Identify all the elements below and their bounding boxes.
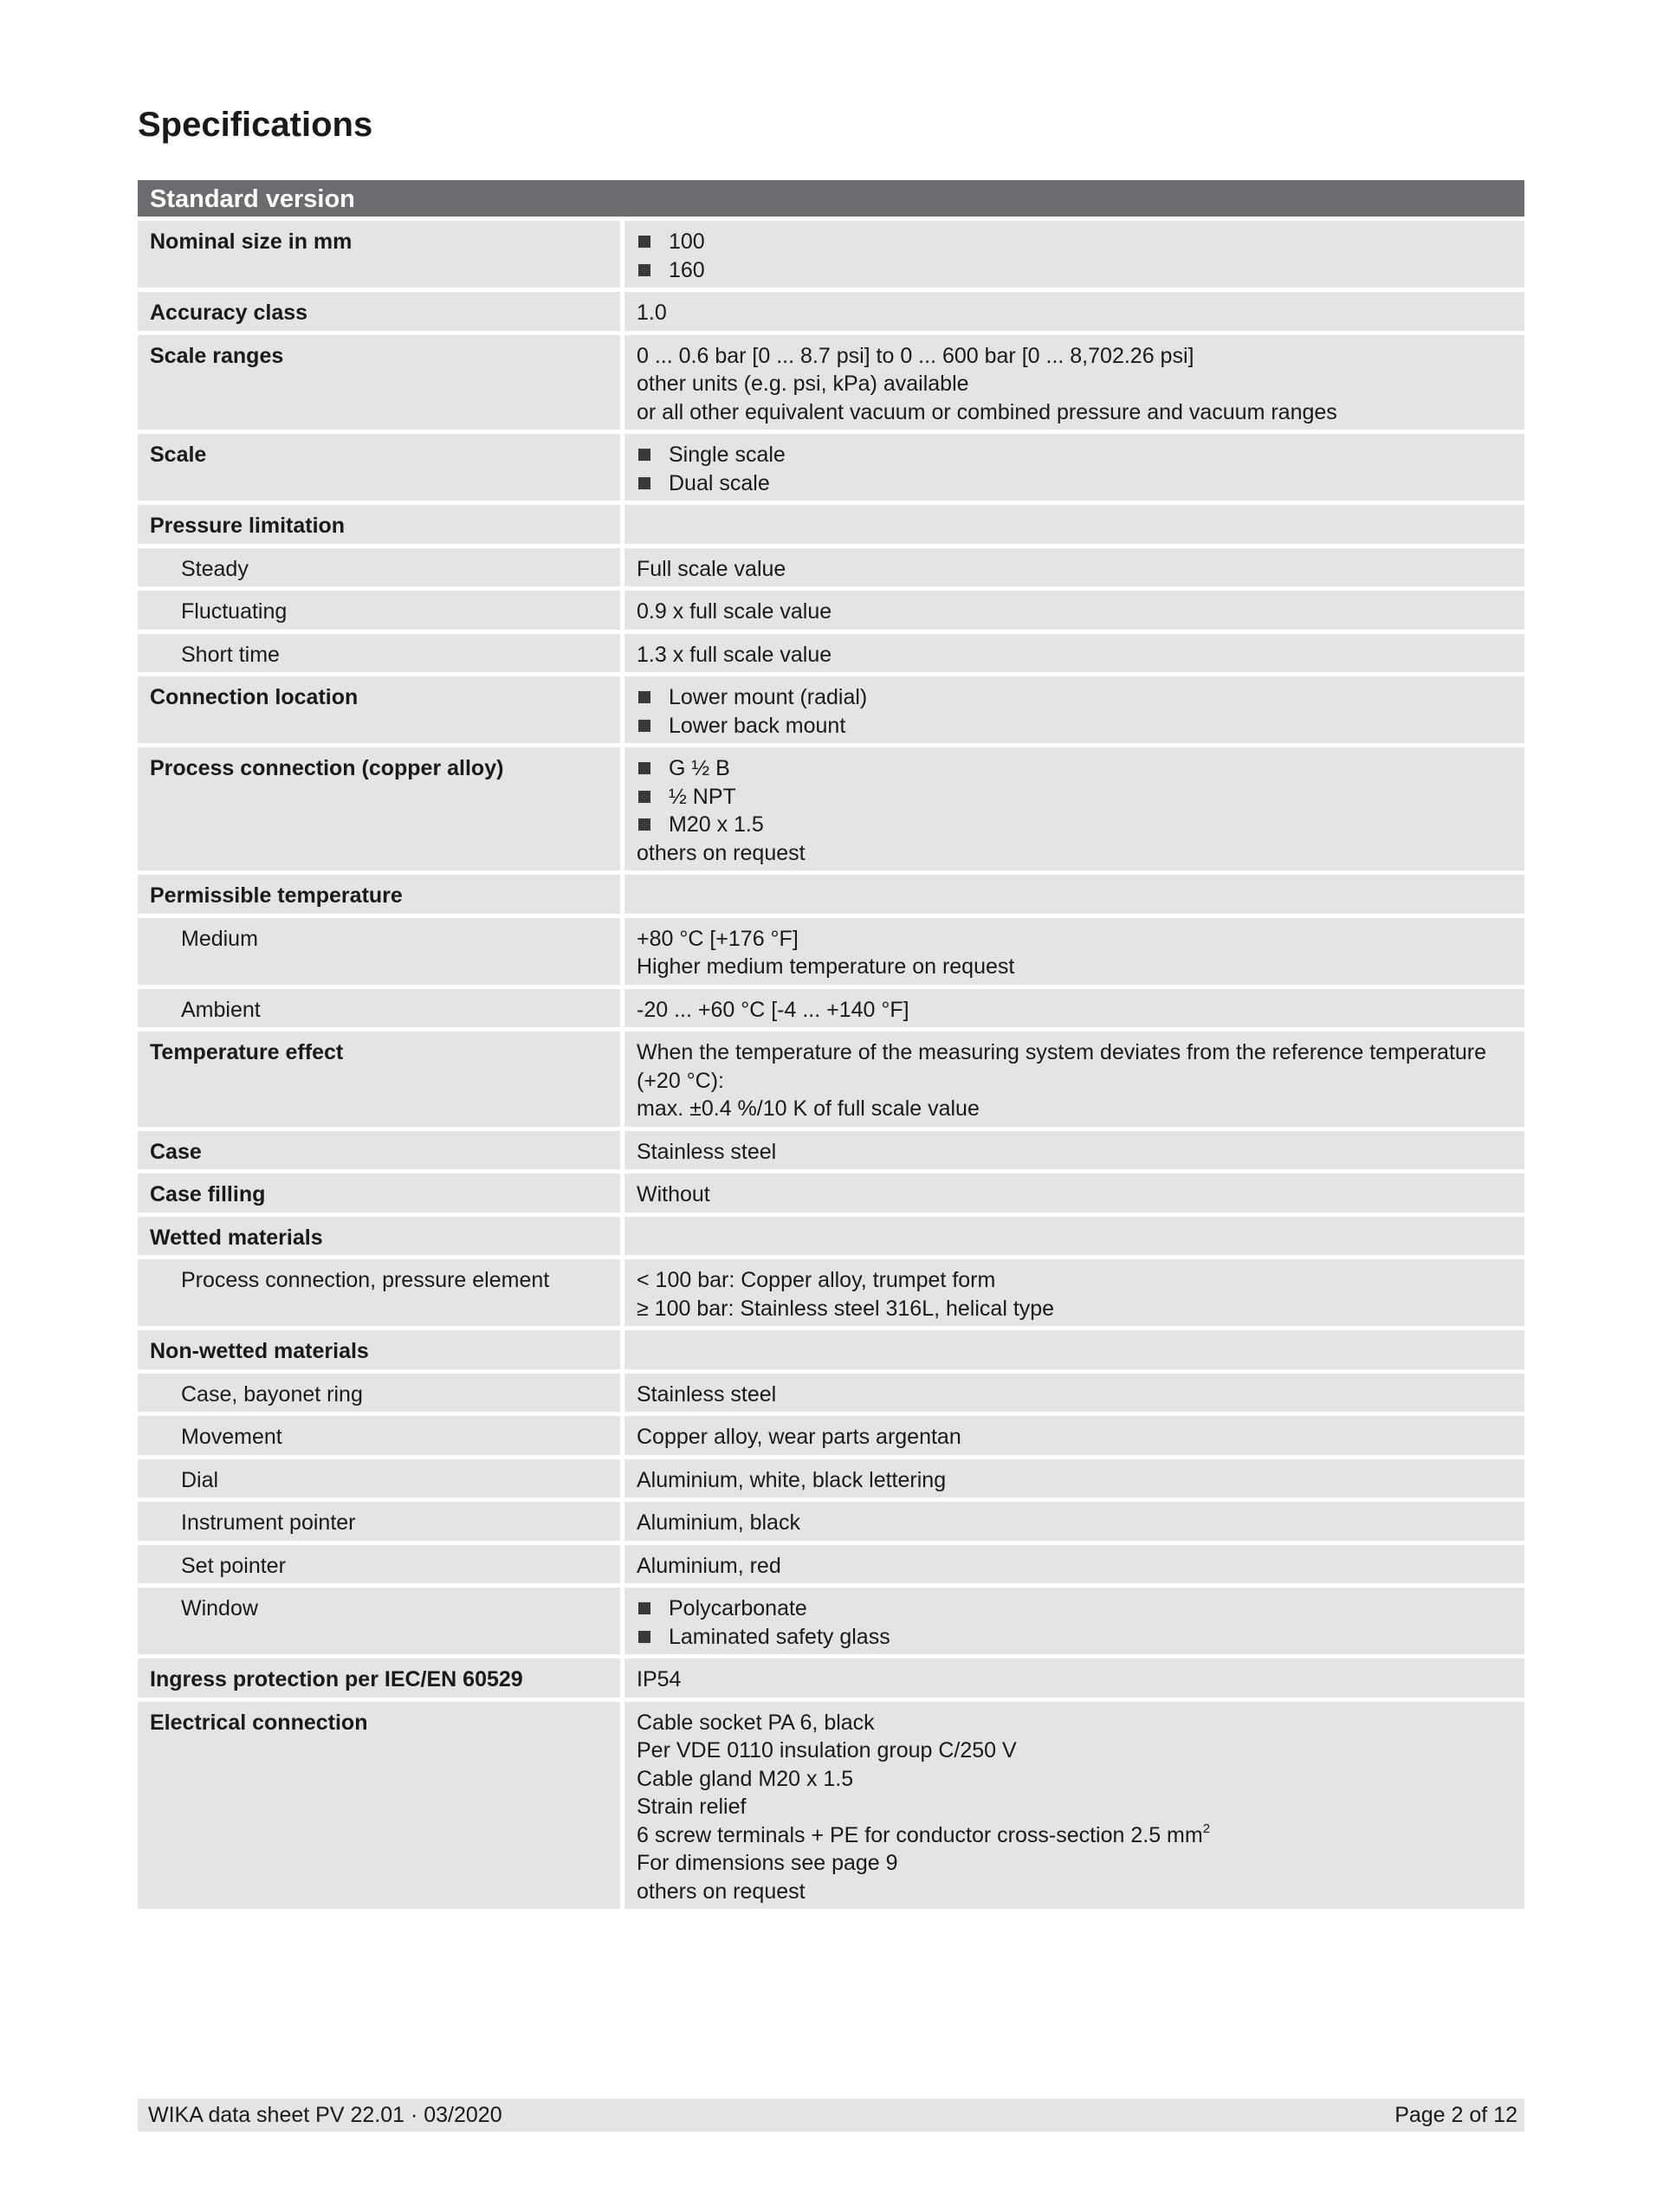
spec-label: Scale ranges <box>138 335 624 430</box>
spec-label: Window <box>138 1588 624 1654</box>
spec-label: Temperature effect <box>138 1032 624 1127</box>
table-row <box>138 221 1524 288</box>
spec-value <box>624 292 1524 331</box>
spec-label: Case filling <box>138 1174 624 1213</box>
value-text: 1.0 <box>637 301 667 325</box>
table-row <box>138 1502 1524 1541</box>
spec-value <box>624 221 1524 288</box>
table-row <box>138 634 1524 673</box>
table-row <box>138 875 1524 914</box>
superscript: 2 <box>1202 1821 1211 1836</box>
value-text: 160 <box>669 257 705 282</box>
value-line <box>637 925 1512 954</box>
bullet-item <box>637 1594 1512 1623</box>
value-line <box>637 996 1512 1025</box>
spec-value <box>624 747 1524 870</box>
spec-value <box>624 1131 1524 1170</box>
table-row <box>138 591 1524 630</box>
bullet-item <box>637 441 1512 469</box>
value-line <box>637 1793 1512 1821</box>
value-text: IP54 <box>637 1667 682 1691</box>
value-text: M20 x 1.5 <box>669 812 764 837</box>
bullet-item <box>637 256 1512 285</box>
value-line <box>637 555 1512 584</box>
bullet-item <box>637 469 1512 498</box>
value-line <box>637 641 1512 669</box>
value-line <box>637 398 1512 427</box>
value-text: Single scale <box>669 443 786 467</box>
spec-value <box>624 1545 1524 1584</box>
spec-value <box>624 989 1524 1028</box>
spec-label: Movement <box>138 1416 624 1455</box>
bullet-item <box>637 712 1512 741</box>
table-row <box>138 1174 1524 1213</box>
spec-value <box>624 1174 1524 1213</box>
spec-label: Ingress protection per IEC/EN 60529 <box>138 1659 624 1698</box>
value-line <box>637 1765 1512 1794</box>
value-line <box>637 1849 1512 1878</box>
spec-value <box>624 1259 1524 1326</box>
spec-value <box>624 1702 1524 1910</box>
value-text: 1.3 x full scale value <box>637 642 832 667</box>
value-line <box>637 1509 1512 1537</box>
value-text: Stainless steel <box>637 1139 777 1164</box>
spec-value <box>624 634 1524 673</box>
value-text: Higher medium temperature on request <box>637 954 1015 979</box>
footer-document-id: WIKA data sheet PV 22.01 · 03/2020 <box>148 2103 502 2127</box>
value-line <box>637 839 1512 868</box>
table-row <box>138 1545 1524 1584</box>
table-header-row <box>138 180 1524 217</box>
spec-label: Fluctuating <box>138 591 624 630</box>
table-row <box>138 1259 1524 1326</box>
value-line <box>637 1180 1512 1209</box>
table-row <box>138 505 1524 544</box>
value-text: 100 <box>669 230 705 254</box>
value-text: Cable gland M20 x 1.5 <box>637 1766 854 1791</box>
spec-label: Wetted materials <box>138 1217 624 1256</box>
table-row <box>138 1588 1524 1654</box>
table-row <box>138 1416 1524 1455</box>
value-line <box>637 1266 1512 1295</box>
table-row <box>138 335 1524 430</box>
value-text: +80 °C [+176 °F] <box>637 926 799 951</box>
value-text: Without <box>637 1182 710 1206</box>
spec-label: Pressure limitation <box>138 505 624 544</box>
spec-value <box>624 918 1524 985</box>
table-row <box>138 292 1524 331</box>
value-line <box>637 1038 1512 1067</box>
value-text: For dimensions see page 9 <box>637 1851 898 1875</box>
value-text: Dual scale <box>669 470 770 495</box>
table-row <box>138 548 1524 587</box>
value-text: ½ NPT <box>669 784 736 809</box>
value-line <box>637 1095 1512 1123</box>
value-line <box>637 598 1512 626</box>
table-row <box>138 1659 1524 1698</box>
value-text: Per VDE 0110 insulation group C/250 V <box>637 1738 1017 1762</box>
spec-value <box>624 1502 1524 1541</box>
spec-value <box>624 1416 1524 1455</box>
value-text: 0.9 x full scale value <box>637 599 832 624</box>
page-footer <box>138 2099 1524 2131</box>
value-text: When the temperature of the measuring system deviates from the reference temperature <box>637 1040 1487 1064</box>
spec-value <box>624 676 1524 743</box>
value-text: 0 ... 0.6 bar [0 ... 8.7 psi] to 0 ... 600 bar [0 ... 8,702.26 psi] <box>637 343 1194 368</box>
table-row <box>138 434 1524 501</box>
value-line <box>637 1878 1512 1906</box>
value-text: Aluminium, black <box>637 1510 800 1535</box>
spec-value <box>624 1588 1524 1654</box>
value-text: Aluminium, white, black lettering <box>637 1467 947 1492</box>
value-line <box>637 1552 1512 1581</box>
spec-value <box>624 1217 1524 1256</box>
spec-label: Process connection, pressure element <box>138 1259 624 1326</box>
value-line <box>637 1709 1512 1737</box>
spec-value <box>624 1659 1524 1698</box>
value-line <box>637 1381 1512 1409</box>
value-text: Lower back mount <box>669 713 846 738</box>
table-row <box>138 989 1524 1028</box>
spec-value <box>624 875 1524 914</box>
spec-label: Short time <box>138 634 624 673</box>
value-line <box>637 299 1512 327</box>
table-row <box>138 1217 1524 1256</box>
spec-value <box>624 591 1524 630</box>
value-line <box>637 1466 1512 1495</box>
value-line <box>637 1067 1512 1096</box>
value-text: Copper alloy, wear parts argentan <box>637 1425 961 1449</box>
spec-value <box>624 505 1524 544</box>
spec-value <box>624 1459 1524 1498</box>
bullet-item <box>637 1623 1512 1652</box>
spec-label: Case, bayonet ring <box>138 1374 624 1413</box>
table-row <box>138 1374 1524 1413</box>
table-row <box>138 1330 1524 1369</box>
spec-label: Steady <box>138 548 624 587</box>
spec-value <box>624 548 1524 587</box>
value-text: Polycarbonate <box>669 1596 807 1620</box>
value-text: (+20 °C): <box>637 1068 725 1093</box>
spec-label: Permissible temperature <box>138 875 624 914</box>
spec-label: Electrical connection <box>138 1702 624 1910</box>
spec-label: Instrument pointer <box>138 1502 624 1541</box>
value-line <box>637 342 1512 371</box>
table-row <box>138 918 1524 985</box>
spec-label: Nominal size in mm <box>138 221 624 288</box>
value-line <box>637 1821 1512 1850</box>
spec-value <box>624 1330 1524 1369</box>
value-text: others on request <box>637 1879 806 1904</box>
value-text: < 100 bar: Copper alloy, trumpet form <box>637 1268 996 1292</box>
spec-label: Scale <box>138 434 624 501</box>
page-title: Specifications <box>138 106 373 144</box>
spec-label: Non-wetted materials <box>138 1330 624 1369</box>
spec-label: Dial <box>138 1459 624 1498</box>
table-row <box>138 1702 1524 1910</box>
spec-label: Connection location <box>138 676 624 743</box>
bullet-item <box>637 811 1512 839</box>
specifications-table <box>138 176 1524 1913</box>
bullet-item <box>637 783 1512 812</box>
bullet-item <box>637 754 1512 783</box>
value-text: Cable socket PA 6, black <box>637 1710 875 1735</box>
value-line <box>637 953 1512 981</box>
value-text: or all other equivalent vacuum or combined pressure and vacuum ranges <box>637 399 1337 424</box>
value-line <box>637 370 1512 398</box>
spec-label: Accuracy class <box>138 292 624 331</box>
value-text: Lower mount (radial) <box>669 685 868 709</box>
bullet-item <box>637 683 1512 712</box>
value-line <box>637 1423 1512 1452</box>
spec-value <box>624 1032 1524 1127</box>
table-row <box>138 676 1524 743</box>
spec-label: Process connection (copper alloy) <box>138 747 624 870</box>
value-text: 6 screw terminals + PE for conductor cross-section 2.5 mm <box>637 1822 1203 1847</box>
footer-page-number: Page 2 of 12 <box>1394 2103 1517 2127</box>
spec-label: Ambient <box>138 989 624 1028</box>
value-text: max. ±0.4 %/10 K of full scale value <box>637 1096 980 1121</box>
value-text: ≥ 100 bar: Stainless steel 316L, helical type <box>637 1296 1055 1321</box>
spec-value <box>624 434 1524 501</box>
value-text: others on request <box>637 840 806 865</box>
table-row <box>138 1131 1524 1170</box>
spec-label: Case <box>138 1131 624 1170</box>
value-line <box>637 1665 1512 1694</box>
spec-label: Set pointer <box>138 1545 624 1584</box>
value-line <box>637 1138 1512 1167</box>
table-row <box>138 747 1524 870</box>
value-text: G ½ B <box>669 756 730 780</box>
value-text: Laminated safety glass <box>669 1624 890 1649</box>
value-line <box>637 1295 1512 1323</box>
value-text: Stainless steel <box>637 1381 777 1407</box>
spec-value <box>624 1374 1524 1413</box>
value-text: Strain relief <box>637 1795 747 1819</box>
table-row <box>138 1032 1524 1127</box>
bullet-item <box>637 228 1512 256</box>
value-text: Full scale value <box>637 556 786 581</box>
value-text: -20 ... +60 °C [-4 ... +140 °F] <box>637 997 909 1022</box>
spec-label: Medium <box>138 918 624 985</box>
value-text: other units (e.g. psi, kPa) available <box>637 372 969 396</box>
table-header: Standard version <box>138 180 1524 217</box>
value-text: Aluminium, red <box>637 1553 781 1578</box>
spec-value <box>624 335 1524 430</box>
table-row <box>138 1459 1524 1498</box>
value-line <box>637 1737 1512 1765</box>
